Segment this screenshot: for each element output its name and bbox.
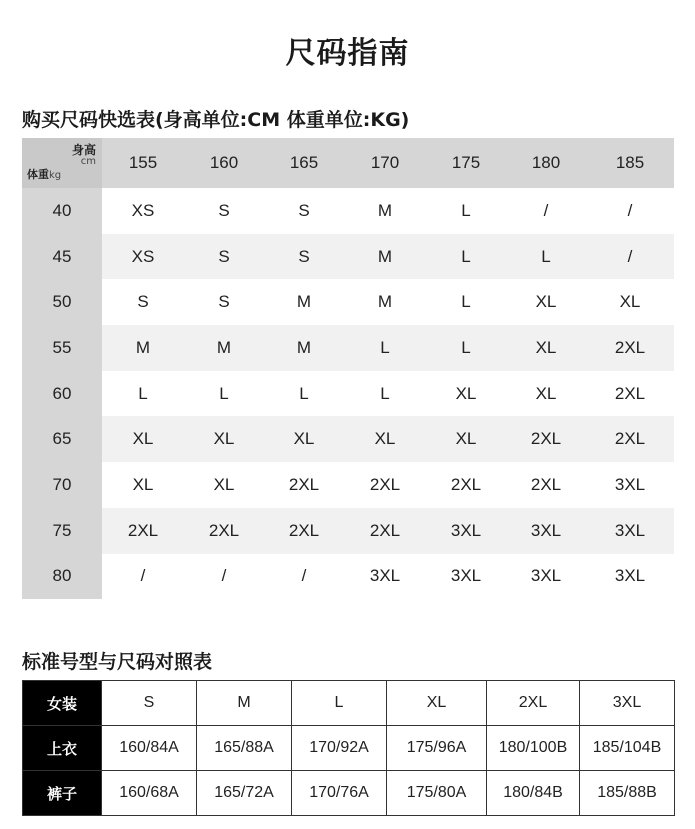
size-cell: S — [298, 246, 310, 266]
size-cell: / — [543, 200, 549, 220]
quick-size-table-title: 购买尺码快选表(身高单位:CM 体重单位:KG) — [22, 109, 410, 131]
height-header: 180 — [531, 153, 561, 172]
size-cell: / — [301, 566, 307, 586]
weight-row — [22, 416, 674, 462]
size-cell: XL — [535, 292, 557, 312]
standard-cell: 170/92A — [292, 726, 387, 771]
size-cell: S — [218, 246, 230, 266]
standard-cell: L — [292, 681, 387, 726]
weight-row — [22, 371, 674, 417]
weight-row — [22, 279, 674, 325]
standard-cell: 3XL — [580, 681, 675, 726]
size-cell: / — [627, 200, 633, 220]
size-cell: XL — [132, 429, 154, 449]
size-cell: 3XL — [614, 520, 646, 540]
standard-row — [23, 681, 675, 726]
standard-cell: 160/84A — [102, 726, 197, 771]
size-cell: L — [541, 246, 551, 266]
size-cell: 2XL — [614, 383, 646, 403]
standard-row-label: 裤子 — [23, 771, 102, 816]
size-cell: 2XL — [450, 474, 482, 494]
size-cell: 3XL — [450, 520, 482, 540]
size-cell: 2XL — [530, 474, 562, 494]
size-cell: 3XL — [369, 566, 401, 586]
standard-cell: 2XL — [487, 681, 580, 726]
weight-row — [22, 325, 674, 371]
size-cell: L — [380, 383, 390, 403]
weight-header: 50 — [22, 279, 102, 325]
standard-row — [23, 771, 675, 816]
weight-header: 60 — [22, 371, 102, 417]
corner-cell — [22, 138, 102, 188]
size-cell: L — [461, 292, 471, 312]
weight-row — [22, 234, 674, 280]
size-cell: M — [296, 292, 312, 312]
standard-size-table-title: 标准号型与尺码对照表 — [22, 651, 213, 673]
weight-unit: kg — [49, 170, 62, 181]
size-cell: L — [461, 200, 471, 220]
page-title: 尺码指南 — [285, 36, 410, 71]
weight-header: 70 — [22, 462, 102, 508]
size-cell: M — [377, 200, 393, 220]
standard-cell: 170/76A — [292, 771, 387, 816]
size-cell: L — [219, 383, 229, 403]
size-cell: 3XL — [614, 566, 646, 586]
size-cell: XL — [293, 429, 315, 449]
weight-header: 40 — [22, 188, 102, 234]
size-cell: M — [135, 337, 151, 357]
standard-row-label: 上衣 — [23, 726, 102, 771]
weight-header: 55 — [22, 325, 102, 371]
size-cell: XL — [213, 429, 235, 449]
size-cell: 2XL — [369, 520, 401, 540]
size-cell: 2XL — [614, 337, 646, 357]
standard-cell: 180/100B — [487, 726, 580, 771]
corner-height-label — [72, 144, 96, 168]
weight-row — [22, 554, 674, 600]
size-cell: 2XL — [369, 474, 401, 494]
standard-cell: 180/84B — [487, 771, 580, 816]
standard-row — [23, 726, 675, 771]
standard-cell: 175/96A — [387, 726, 487, 771]
size-cell: S — [218, 200, 230, 220]
corner-weight-label — [27, 169, 61, 182]
weight-header: 80 — [22, 554, 102, 600]
standard-cell: 165/72A — [197, 771, 292, 816]
standard-cell: 160/68A — [102, 771, 197, 816]
height-header: 170 — [370, 153, 400, 172]
size-cell: XL — [455, 383, 477, 403]
weight-header: 45 — [22, 234, 102, 280]
standard-row-label: 女装 — [23, 681, 102, 726]
size-cell: 2XL — [208, 520, 240, 540]
height-header: 160 — [209, 153, 239, 172]
size-cell: / — [140, 566, 146, 586]
size-cell: L — [138, 383, 148, 403]
height-unit: cm — [80, 156, 96, 167]
size-cell: 2XL — [614, 429, 646, 449]
weight-header: 65 — [22, 416, 102, 462]
size-cell: / — [221, 566, 227, 586]
size-cell: 3XL — [450, 566, 482, 586]
standard-cell: 165/88A — [197, 726, 292, 771]
height-header: 185 — [615, 153, 645, 172]
weight-row — [22, 508, 674, 554]
size-cell: XL — [535, 383, 557, 403]
size-cell: 2XL — [530, 429, 562, 449]
weight-row — [22, 188, 674, 234]
size-cell: L — [461, 246, 471, 266]
size-cell: M — [216, 337, 232, 357]
size-cell: 3XL — [530, 566, 562, 586]
standard-cell: S — [102, 681, 197, 726]
quick-size-table — [22, 138, 674, 599]
size-cell: XS — [131, 200, 155, 220]
size-cell: XS — [131, 246, 155, 266]
standard-cell: 185/104B — [580, 726, 675, 771]
size-cell: 2XL — [288, 474, 320, 494]
size-cell: 2XL — [288, 520, 320, 540]
height-header: 165 — [289, 153, 319, 172]
size-cell: S — [298, 200, 310, 220]
standard-cell: M — [197, 681, 292, 726]
size-cell: XL — [132, 474, 154, 494]
standard-cell: XL — [387, 681, 487, 726]
size-cell: S — [137, 292, 149, 312]
size-cell: XL — [619, 292, 641, 312]
size-cell: L — [461, 337, 471, 357]
size-cell: 3XL — [614, 474, 646, 494]
weight-label: 体重 — [27, 168, 49, 181]
size-cell: L — [299, 383, 309, 403]
size-cell: XL — [535, 337, 557, 357]
height-header-row — [22, 138, 674, 188]
size-cell: / — [627, 246, 633, 266]
size-cell: L — [380, 337, 390, 357]
standard-size-table — [22, 680, 675, 816]
size-cell: XL — [374, 429, 396, 449]
height-header: 155 — [128, 153, 158, 172]
size-cell: XL — [455, 429, 477, 449]
size-cell: M — [296, 337, 312, 357]
size-cell: S — [218, 292, 230, 312]
height-label: 身高 — [71, 143, 96, 157]
size-cell: M — [377, 292, 393, 312]
standard-cell: 175/80A — [387, 771, 487, 816]
size-cell: XL — [213, 474, 235, 494]
weight-header: 75 — [22, 508, 102, 554]
size-cell: M — [377, 246, 393, 266]
standard-cell: 185/88B — [580, 771, 675, 816]
height-header: 175 — [451, 153, 481, 172]
weight-row — [22, 462, 674, 508]
size-cell: 3XL — [530, 520, 562, 540]
size-cell: 2XL — [127, 520, 159, 540]
